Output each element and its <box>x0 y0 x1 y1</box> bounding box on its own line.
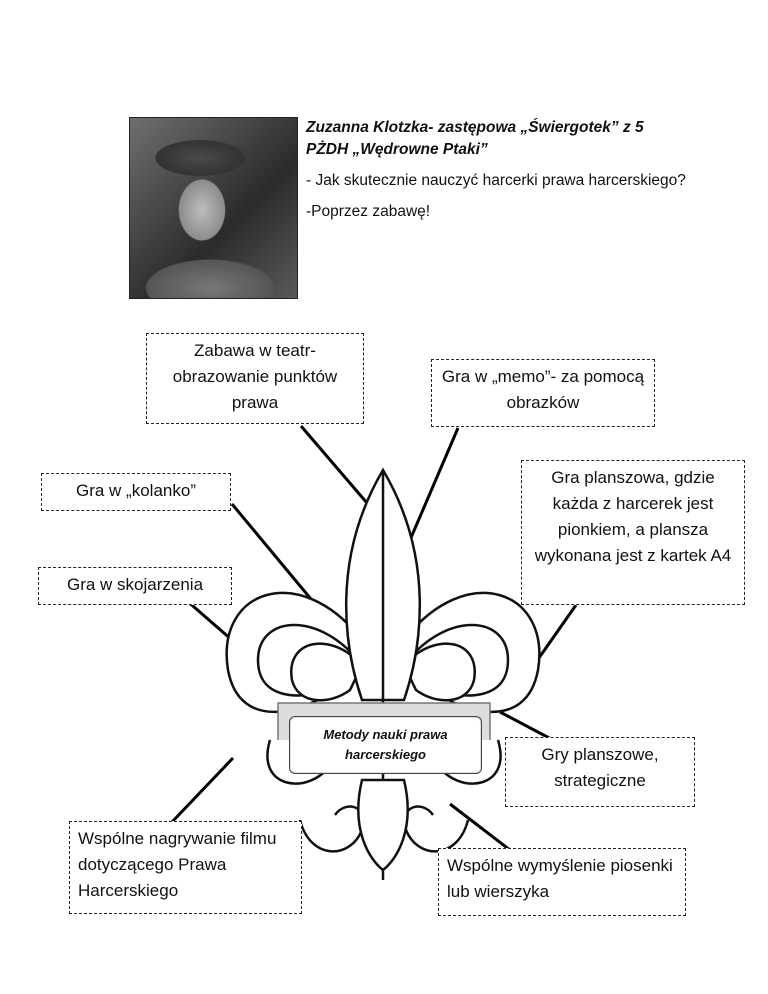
method-kolanko: Gra w „kolanko” <box>41 473 231 511</box>
method-teatr: Zabawa w teatr- obrazowanie punktów prawa <box>146 333 364 424</box>
method-film: Wspólne nagrywanie filmu dotyczącego Prawa Harcerskiego <box>69 821 302 914</box>
connector-skojarzenia <box>186 600 232 640</box>
author-name: Zuzanna Klotzka- zastępowa „Świergotek” z 5 PŻDH „Wędrowne Ptaki” <box>306 119 644 158</box>
method-memo: Gra w „memo”- za pomocą obrazków <box>431 359 655 427</box>
method-gry-planszowe: Gry planszowe, strategiczne <box>505 737 695 807</box>
method-planszowa: Gra planszowa, gdzie każda z harcerek jest pionkiem, a plansza wykonana jest z kartek A4 <box>521 460 745 605</box>
intro-question: - Jak skutecznie nauczyć harcerki prawa harcerskiego? <box>306 172 686 189</box>
intro-answer: -Poprzez zabawę! <box>306 203 431 220</box>
center-label: Metody nauki prawa harcerskiego <box>289 716 482 774</box>
connector-gry <box>500 712 553 740</box>
connector-teatr <box>301 426 367 503</box>
connector-memo <box>410 428 458 540</box>
method-skojarzenia: Gra w skojarzenia <box>38 567 232 605</box>
fleur-de-lis <box>227 470 540 880</box>
method-piosenka: Wspólne wymyślenie piosenki lub wierszyka <box>438 848 686 916</box>
connector-film <box>172 758 233 822</box>
